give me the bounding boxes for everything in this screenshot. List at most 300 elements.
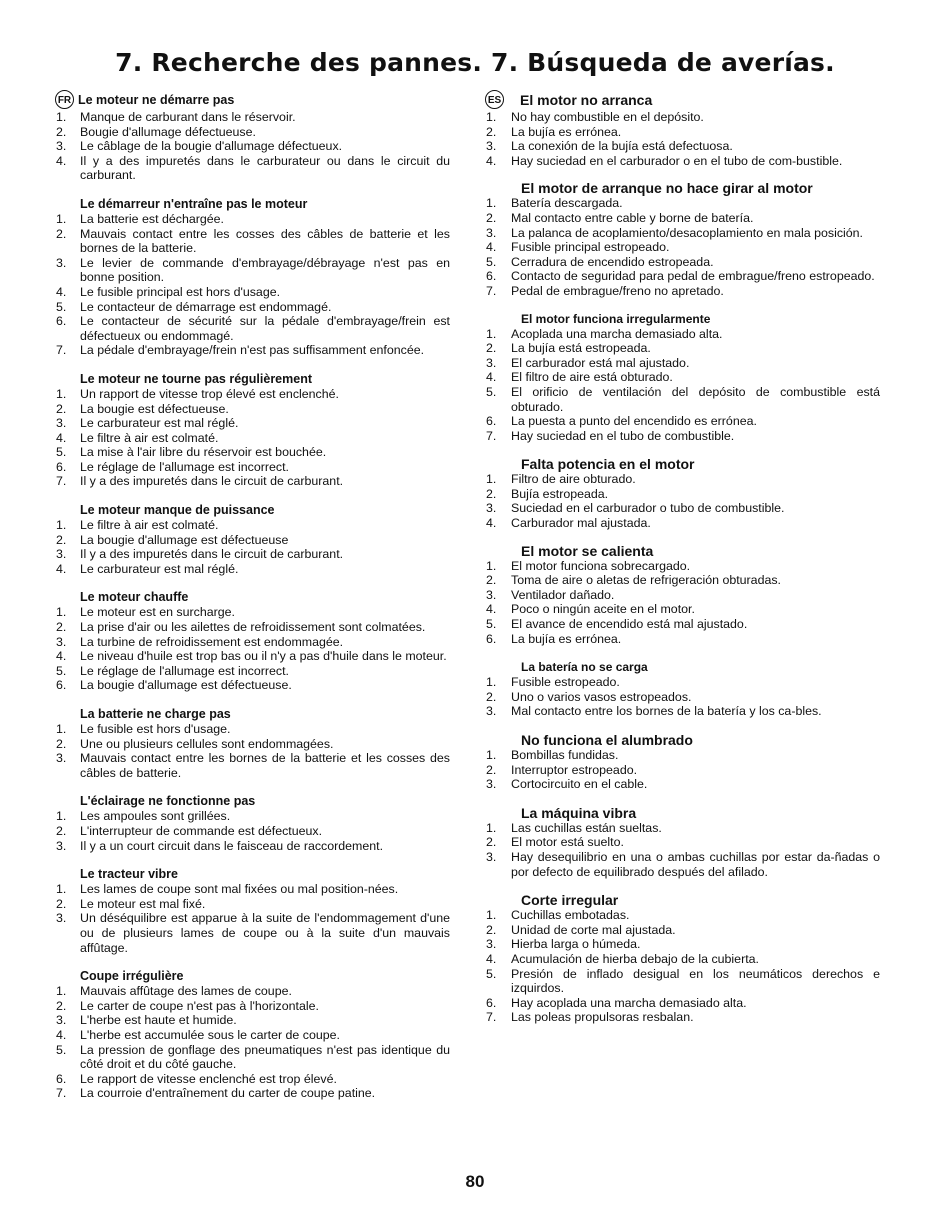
item-number: 4. (486, 516, 497, 531)
item-number: 2. (56, 998, 67, 1013)
item-text: Hay suciedad en el tubo de combustible. (511, 428, 735, 443)
list-item (55, 882, 450, 897)
list-item (55, 1043, 450, 1072)
list-item (485, 850, 880, 879)
list-item (485, 763, 880, 778)
item-text: Le câblage de la bougie d'allumage défectueux. (80, 139, 343, 154)
cause-list (55, 722, 450, 780)
item-number: 1. (486, 558, 497, 573)
item-number: 3. (486, 225, 497, 240)
item-number: 5. (486, 617, 497, 632)
list-item (55, 343, 450, 358)
item-number: 4. (486, 951, 497, 966)
list-item (485, 704, 880, 719)
list-item (55, 387, 450, 402)
section-title: Le tracteur vibre (80, 867, 178, 882)
list-item (55, 605, 450, 620)
item-number: 4. (56, 1027, 67, 1042)
item-number: 4. (56, 430, 67, 445)
list-item (55, 110, 450, 125)
section-title: No funciona el alumbrado (521, 732, 693, 748)
item-number: 7. (56, 343, 67, 358)
item-text: El avance de encendido está mal ajustado. (511, 617, 748, 632)
list-item (55, 445, 450, 460)
language-badge-icon: FR (55, 90, 74, 109)
item-number: 2. (486, 124, 497, 139)
item-number: 1. (56, 211, 67, 226)
item-text: Les lames de coupe sont mal fixées ou mal position-nées. (80, 882, 399, 897)
list-item (55, 751, 450, 780)
section-title: Corte irregular (521, 892, 619, 909)
item-number: 7. (486, 428, 497, 443)
cause-list (55, 387, 450, 489)
item-text: Contacto de seguridad para pedal de embrague/freno estropeado. (511, 269, 875, 284)
item-number: 5. (56, 299, 67, 314)
item-number: 1. (56, 722, 67, 736)
item-text: Le fusible est hors d'usage. (80, 722, 231, 736)
list-item (55, 635, 450, 650)
troubleshoot-section (485, 893, 880, 1025)
item-number: 4. (486, 602, 497, 617)
troubleshoot-section (55, 372, 450, 489)
list-item (485, 255, 880, 270)
list-item (55, 300, 450, 315)
section-title: El motor se calienta (521, 542, 654, 559)
item-number: 3. (56, 1013, 67, 1028)
item-text: Uno o varios vasos estropeados. (511, 689, 692, 704)
item-text: Le moteur est en surcharge. (80, 605, 235, 620)
cause-list (485, 821, 880, 879)
spanish-column (485, 90, 880, 1025)
item-text: Batería descargada. (511, 196, 623, 211)
item-number: 5. (486, 384, 497, 399)
item-text: Hay suciedad en el carburador o en el tubo de com-bustible. (511, 153, 843, 168)
list-item (55, 474, 450, 489)
section-title: El motor no arranca (520, 91, 653, 108)
item-text: Bujía estropeada. (511, 486, 609, 501)
list-item (485, 370, 880, 385)
cause-list (485, 908, 880, 1025)
item-text: Le carter de coupe n'est pas à l'horizontale. (80, 998, 319, 1013)
list-item (55, 154, 450, 183)
item-text: Cerradura de encendido estropeada. (511, 254, 714, 269)
item-text: Hierba larga o húmeda. (511, 937, 641, 952)
item-text: Toma de aire o aletas de refrigeración obturadas. (511, 573, 781, 588)
section-title: Coupe irrégulière (80, 969, 184, 984)
list-item (55, 125, 450, 140)
item-number: 1. (486, 820, 497, 835)
page-title: 7. Recherche des pannes. 7. Búsqueda de averías. (115, 48, 835, 77)
item-text: La bougie est défectueuse. (80, 401, 229, 416)
item-number: 4. (56, 153, 67, 168)
troubleshoot-section (55, 90, 450, 183)
item-number: 3. (486, 139, 497, 154)
item-text: Le rapport de vitesse enclenché est trop élevé. (80, 1071, 337, 1086)
list-item (485, 632, 880, 647)
item-number: 1. (56, 984, 67, 999)
list-item (55, 649, 450, 664)
list-item (485, 110, 880, 125)
section-title: Falta potencia en el motor (521, 456, 695, 473)
list-item (55, 984, 450, 999)
list-item (485, 602, 880, 617)
item-number: 6. (56, 1071, 67, 1086)
item-text: La pédale d'embrayage/frein n'est pas suffisamment enfoncée. (80, 343, 425, 358)
item-text: Le carburateur est mal réglé. (80, 561, 239, 576)
list-item (55, 678, 450, 693)
list-item (485, 125, 880, 140)
item-text: La turbine de refroidissement est endommagée. (80, 634, 344, 649)
language-badge-icon: ES (485, 90, 504, 109)
item-number: 2. (56, 620, 67, 635)
item-number: 3. (56, 838, 67, 853)
list-item (485, 284, 880, 299)
section-title: El motor de arranque no hace girar al motor (521, 180, 813, 197)
list-item (55, 1086, 450, 1101)
list-item (55, 460, 450, 475)
cause-list (485, 327, 880, 444)
list-item (485, 211, 880, 226)
item-number: 4. (56, 649, 67, 664)
item-text: Le filtre à air est colmaté. (80, 518, 219, 533)
list-item (55, 431, 450, 446)
item-text: La puesta a punto del encendido es errónea. (511, 414, 757, 429)
list-item (55, 518, 450, 533)
item-number: 2. (56, 226, 67, 241)
item-number: 2. (486, 573, 497, 588)
item-text: L'interrupteur de commande est défectueux. (80, 823, 323, 838)
section-title: L'éclairage ne fonctionne pas (80, 794, 256, 809)
list-item (55, 314, 450, 343)
item-number: 1. (486, 326, 497, 341)
list-item (55, 839, 450, 854)
item-text: Ventilador dañado. (511, 587, 615, 602)
item-text: Il y a des impuretés dans le carburateur ou dans le circuit du carburant. (80, 153, 450, 183)
section-title: La máquina vibra (521, 804, 637, 821)
item-text: La bujía es errónea. (511, 631, 622, 646)
item-number: 3. (486, 501, 497, 516)
cause-list (55, 110, 450, 183)
item-number: 1. (56, 809, 67, 824)
item-number: 6. (486, 414, 497, 429)
list-item (485, 196, 880, 211)
item-text: Un déséquilibre est apparue à la suite de l'endommagement d'une ou de plusieurs lames de coupe ou à la suite d'un mauvais affûtage. (80, 911, 450, 955)
list-item (485, 748, 880, 763)
item-text: El filtro de aire está obturado. (511, 370, 673, 385)
item-number: 1. (486, 908, 497, 923)
item-number: 2. (56, 401, 67, 416)
item-number: 2. (56, 896, 67, 911)
item-text: Mauvais contact entre les cosses des câbles de batterie et les bornes de la batterie. (80, 226, 450, 256)
troubleshoot-section (485, 733, 880, 792)
item-number: 3. (56, 751, 67, 766)
item-text: Bougie d'allumage défectueuse. (80, 124, 256, 139)
list-item (485, 675, 880, 690)
section-title: Le moteur ne tourne pas régulièrement (80, 371, 312, 386)
item-text: Acumulación de hierba debajo de la cubierta. (511, 951, 759, 966)
item-number: 5. (486, 966, 497, 981)
item-text: La prise d'air ou les ailettes de refroidissement sont colmatées. (80, 620, 426, 635)
list-item (55, 722, 450, 737)
item-number: 6. (486, 269, 497, 284)
list-item (55, 737, 450, 752)
section-title: Le moteur ne démarre pas (78, 92, 235, 107)
item-text: Une ou plusieurs cellules sont endommagées. (80, 736, 334, 751)
list-item (485, 967, 880, 996)
item-text: Le moteur est mal fixé. (80, 896, 206, 911)
list-item (485, 821, 880, 836)
troubleshoot-section (485, 181, 880, 298)
item-text: Le niveau d'huile est trop bas ou il n'y a pas d'huile dans le moteur. (80, 649, 447, 664)
troubleshoot-section (55, 969, 450, 1101)
item-text: Mal contacto entre los bornes de la batería y los ca-bles. (511, 704, 822, 719)
item-number: 7. (56, 474, 67, 489)
item-number: 3. (56, 416, 67, 431)
item-number: 3. (56, 139, 67, 154)
item-number: 6. (56, 314, 67, 329)
item-number: 7. (486, 1010, 497, 1025)
item-text: Les ampoules sont grillées. (80, 809, 231, 824)
item-number: 3. (486, 849, 497, 864)
item-text: La conexión de la bujía está defectuosa. (511, 139, 733, 154)
list-item (485, 923, 880, 938)
item-text: Fusible estropeado. (511, 675, 620, 690)
item-number: 4. (486, 370, 497, 385)
cause-list (55, 984, 450, 1101)
list-item (55, 1072, 450, 1087)
list-item (55, 911, 450, 955)
list-item (485, 573, 880, 588)
item-number: 2. (486, 689, 497, 704)
item-text: La batterie est déchargée. (80, 211, 224, 226)
section-title: Le moteur manque de puissance (80, 503, 275, 518)
list-item (485, 937, 880, 952)
item-number: 1. (56, 386, 67, 401)
item-text: El motor está suelto. (511, 835, 624, 850)
list-item (485, 341, 880, 356)
item-text: No hay combustible en el depósito. (511, 110, 704, 124)
cause-list (485, 748, 880, 792)
item-number: 3. (486, 355, 497, 370)
list-item (485, 226, 880, 241)
item-text: Un rapport de vitesse trop élevé est enclenché. (80, 386, 339, 401)
list-item (485, 356, 880, 371)
troubleshoot-section (55, 503, 450, 576)
list-item (485, 559, 880, 574)
list-item (485, 472, 880, 487)
troubleshoot-section (485, 312, 880, 444)
list-item (55, 533, 450, 548)
troubleshoot-section (485, 544, 880, 647)
list-item (485, 487, 880, 502)
item-text: La pression de gonflage des pneumatiques n'est pas identique du côté droit et du côté gauche. (80, 1042, 450, 1072)
cause-list (485, 472, 880, 530)
item-text: Il y a un court circuit dans le faisceau de raccordement. (80, 838, 384, 853)
item-number: 2. (56, 823, 67, 838)
list-item (485, 777, 880, 792)
item-text: Bombillas fundidas. (511, 748, 619, 762)
item-text: Manque de carburant dans le réservoir. (80, 110, 296, 124)
troubleshoot-section (55, 590, 450, 693)
item-number: 3. (486, 704, 497, 719)
list-item (55, 999, 450, 1014)
item-number: 1. (486, 110, 497, 124)
troubleshoot-section (485, 457, 880, 530)
item-number: 1. (486, 675, 497, 690)
item-text: Presión de inflado desigual en los neumáticos derechos e izquirdos. (511, 966, 880, 996)
item-text: Filtro de aire obturado. (511, 472, 636, 487)
list-item (485, 240, 880, 255)
list-item (55, 1013, 450, 1028)
item-number: 4. (56, 284, 67, 299)
list-item (55, 285, 450, 300)
list-item (485, 835, 880, 850)
cause-list (485, 196, 880, 298)
item-number: 2. (486, 210, 497, 225)
item-number: 3. (486, 587, 497, 602)
item-number: 5. (56, 445, 67, 460)
item-number: 6. (486, 995, 497, 1010)
list-item (55, 897, 450, 912)
item-text: El carburador está mal ajustado. (511, 355, 690, 370)
page-number: 80 (465, 1172, 485, 1191)
section-title: El motor funciona irregularmente (521, 311, 711, 326)
troubleshoot-section (485, 806, 880, 879)
cause-list (485, 110, 880, 168)
list-item (485, 501, 880, 516)
item-text: La palanca de acoplamiento/desacoplamiento en mala posición. (511, 225, 863, 240)
item-text: La courroie d'entraînement du carter de coupe patine. (80, 1086, 376, 1101)
troubleshoot-section (485, 660, 880, 719)
list-item (485, 952, 880, 967)
item-number: 1. (486, 472, 497, 487)
list-item (485, 588, 880, 603)
item-text: Le levier de commande d'embrayage/débrayage n'est pas en bonne position. (80, 255, 450, 285)
item-number: 3. (56, 547, 67, 562)
item-number: 3. (56, 634, 67, 649)
item-text: El motor funciona sobrecargado. (511, 558, 691, 573)
list-item (485, 139, 880, 154)
item-number: 6. (56, 678, 67, 693)
item-text: Mauvais affûtage des lames de coupe. (80, 984, 292, 999)
item-number: 1. (56, 605, 67, 620)
cause-list (485, 675, 880, 719)
item-number: 4. (486, 153, 497, 168)
item-text: El orificio de ventilación del depósito de combustible está obturado. (511, 384, 880, 414)
item-text: Cortocircuito en el cable. (511, 777, 648, 792)
item-text: L'herbe est haute et humide. (80, 1013, 237, 1028)
item-number: 1. (56, 882, 67, 897)
item-text: La mise à l'air libre du réservoir est bouchée. (80, 445, 327, 460)
list-item (55, 139, 450, 154)
item-number: 5. (56, 663, 67, 678)
troubleshoot-section (55, 707, 450, 780)
list-item (485, 429, 880, 444)
item-text: La bujía es errónea. (511, 124, 622, 139)
item-number: 1. (486, 748, 497, 762)
cause-list (55, 212, 450, 358)
list-item (485, 414, 880, 429)
item-text: La bujía está estropeada. (511, 341, 651, 356)
cause-list (55, 518, 450, 576)
item-number: 4. (56, 561, 67, 576)
list-item (485, 154, 880, 169)
item-text: Fusible principal estropeado. (511, 240, 670, 255)
cause-list (55, 605, 450, 693)
item-text: Pedal de embrague/freno no apretado. (511, 283, 724, 298)
french-column (55, 90, 450, 1101)
list-item (55, 547, 450, 562)
item-number: 6. (486, 631, 497, 646)
item-number: 4. (486, 240, 497, 255)
item-number: 3. (486, 777, 497, 792)
item-text: Le réglage de l'allumage est incorrect. (80, 459, 289, 474)
item-number: 2. (486, 922, 497, 937)
section-title: La batterie ne charge pas (80, 707, 231, 721)
item-text: Poco o ningún aceite en el motor. (511, 602, 695, 617)
list-item (55, 227, 450, 256)
list-item (485, 908, 880, 923)
cause-list (485, 559, 880, 647)
list-item (55, 416, 450, 431)
item-text: Acoplada una marcha demasiado alta. (511, 326, 723, 341)
item-number: 3. (56, 911, 67, 926)
item-number: 1. (56, 110, 67, 124)
item-number: 2. (56, 124, 67, 139)
item-text: Suciedad en el carburador o tubo de combustible. (511, 501, 785, 516)
troubleshoot-section (485, 90, 880, 168)
item-number: 2. (486, 762, 497, 777)
item-number: 6. (56, 459, 67, 474)
item-text: Carburador mal ajustada. (511, 516, 651, 531)
list-item (485, 269, 880, 284)
list-item (485, 996, 880, 1011)
item-number: 1. (56, 518, 67, 533)
section-title: La batería no se carga (521, 660, 648, 675)
item-text: Il y a des impuretés dans le circuit de carburant. (80, 547, 344, 562)
section-heading-row (485, 90, 880, 109)
item-number: 7. (486, 283, 497, 298)
list-item (55, 664, 450, 679)
list-item (55, 809, 450, 824)
list-item (55, 402, 450, 417)
list-item (55, 256, 450, 285)
item-text: Hay desequilibrio en una o ambas cuchillas por estar da-ñadas o por defecto de equilibrado después del afilado. (511, 849, 880, 879)
item-number: 3. (56, 255, 67, 270)
item-text: L'herbe est accumulée sous le carter de coupe. (80, 1027, 340, 1042)
troubleshoot-section (55, 794, 450, 853)
item-text: Interruptor estropeado. (511, 762, 638, 777)
section-heading-row (55, 90, 450, 109)
list-item (55, 562, 450, 577)
item-text: Las cuchillas están sueltas. (511, 820, 662, 835)
troubleshoot-section (55, 197, 450, 358)
item-text: Le filtre à air est colmaté. (80, 430, 219, 445)
item-number: 2. (486, 341, 497, 356)
item-text: Il y a des impuretés dans le circuit de carburant. (80, 474, 344, 489)
item-text: Le fusible principal est hors d'usage. (80, 284, 281, 299)
list-item (485, 617, 880, 632)
cause-list (55, 809, 450, 853)
item-number: 1. (486, 196, 497, 211)
item-text: Le contacteur de démarrage est endommagé. (80, 299, 332, 314)
item-number: 5. (56, 1042, 67, 1057)
item-text: Le réglage de l'allumage est incorrect. (80, 663, 289, 678)
list-item (485, 516, 880, 531)
section-title: Le démarreur n'entraîne pas le moteur (80, 196, 308, 211)
item-text: Le contacteur de sécurité sur la pédale d'embrayage/frein est défectueux ou endommagé. (80, 314, 450, 343)
list-item (55, 824, 450, 839)
